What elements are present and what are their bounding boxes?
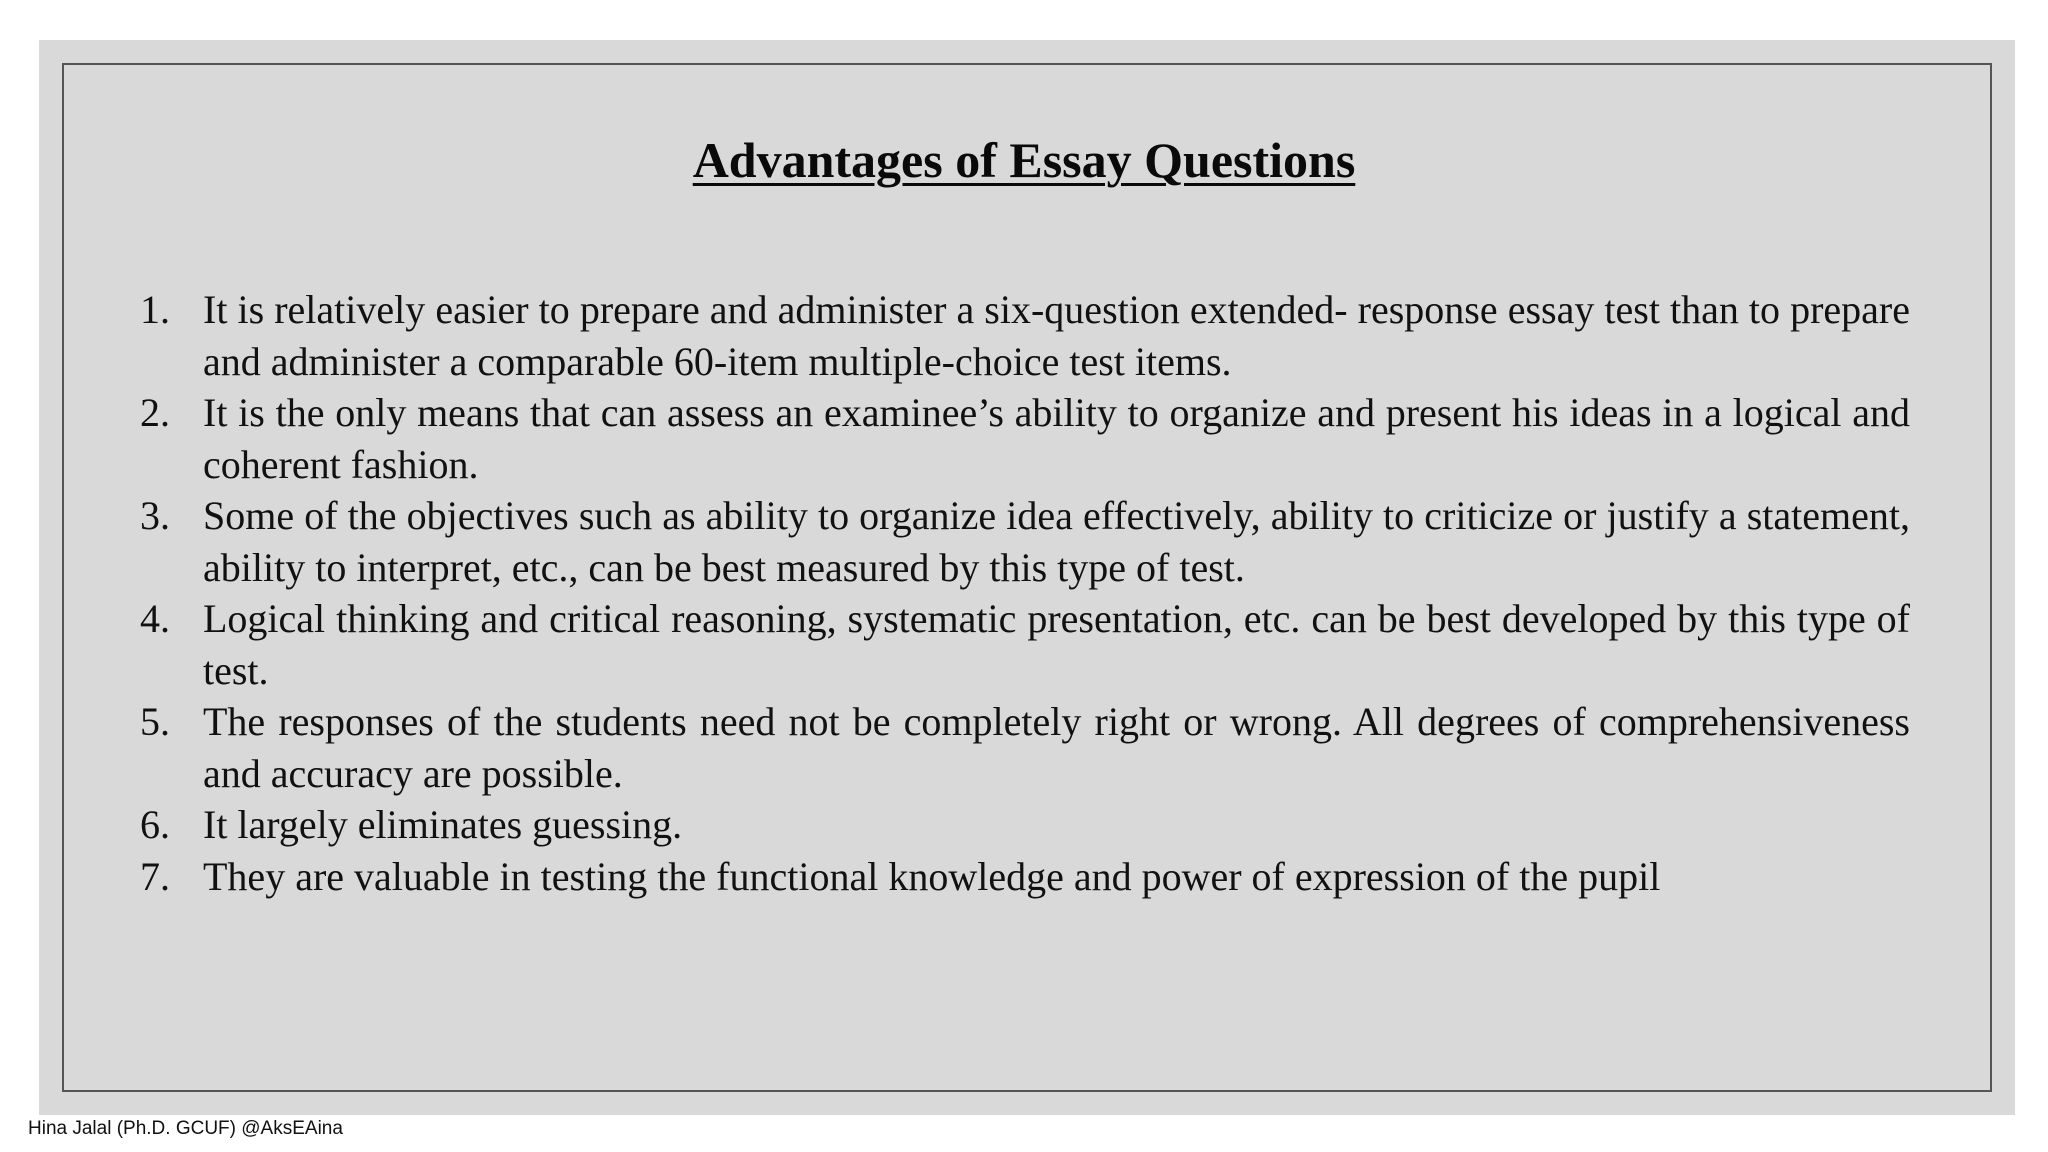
list-item-text: Some of the objectives such as ability to organize idea effectively, ability to criticize or justify a statement, ability to interpret, etc., can be best measured by this type of test. [203,493,1910,590]
list-item-number: 3. [140,493,170,538]
list-item [140,490,1910,593]
list-item-text: It is relatively easier to prepare and administer a six-question extended- response essay test than to prepare and administer a comparable 60-item multiple-choice test items. [203,287,1910,384]
list-item [140,284,1910,387]
list-item [140,851,1910,903]
list-item-text: It largely eliminates guessing. [203,802,683,847]
list-item-text: Logical thinking and critical reasoning, systematic presentation, etc. can be best developed by this type of test. [203,596,1910,693]
advantages-list [140,284,1910,902]
list-item-number: 4. [140,596,170,641]
footer-credit: Hina Jalal (Ph.D. GCUF) @AksEAina [28,1118,343,1139]
list-item-text: They are valuable in testing the functional knowledge and power of expression of the pupil [203,853,1661,899]
slide-title-container [0,128,2048,192]
list-item-text: The responses of the students need not be completely right or wrong. All degrees of comprehensiveness and accuracy are possible. [203,699,1910,796]
list-item [140,387,1910,490]
slide-title: Advantages of Essay Questions [692,132,1356,188]
list-item [140,593,1910,696]
list-item-number: 7. [140,853,170,899]
list-item-number: 5. [140,699,170,744]
list-item-text: It is the only means that can assess an examinee’s ability to organize and present his ideas in a logical and coherent fashion. [203,390,1910,487]
list-item [140,696,1910,799]
list-item [140,799,1910,851]
list-item-number: 1. [140,287,170,332]
list-item-number: 2. [140,390,170,435]
list-item-number: 6. [140,802,170,847]
